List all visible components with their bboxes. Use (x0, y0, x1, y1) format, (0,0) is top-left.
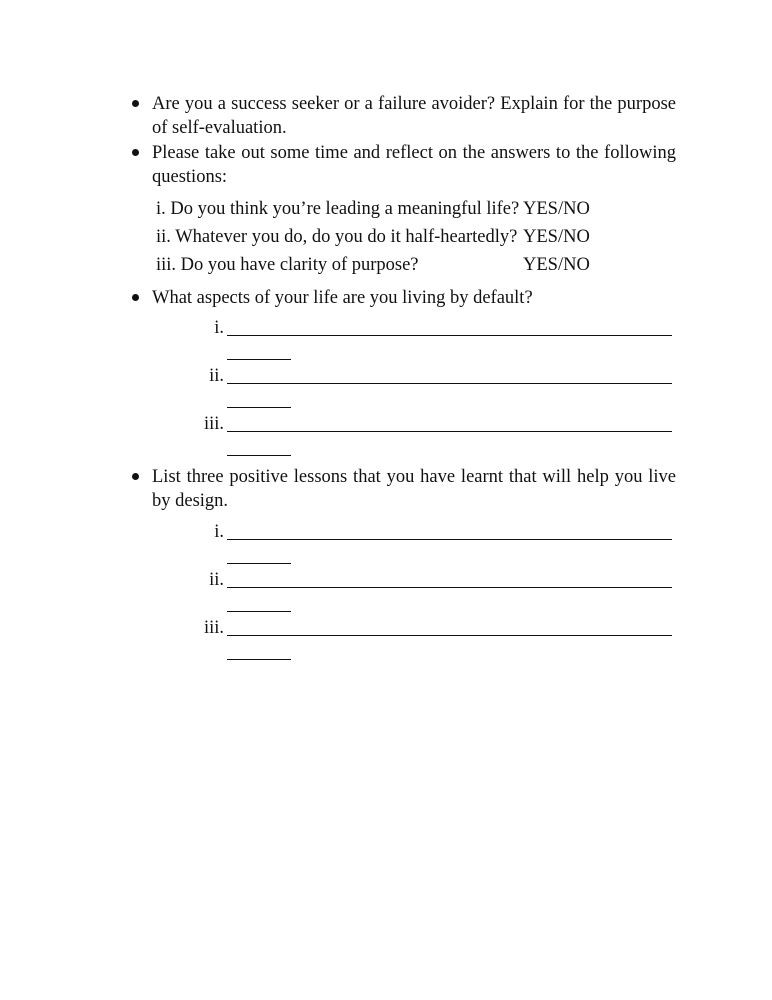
bullet-icon (132, 149, 139, 156)
blank-line (227, 359, 291, 360)
question-text: ii. Whatever you do, do you do it half-heartedly? (156, 227, 518, 247)
bullet-icon (132, 100, 139, 107)
answer-blank[interactable] (150, 568, 680, 618)
bullet-text: Please take out some time and reflect on the answers to the following questions: (152, 143, 676, 187)
bullet-icon (132, 473, 139, 480)
answer-blank[interactable] (150, 364, 680, 414)
question-answer: YES/NO (523, 199, 590, 219)
blank-line (227, 383, 672, 384)
question-item (156, 225, 517, 249)
blank-line (227, 407, 291, 408)
bullet-text: Are you a success seeker or a failure avoider? Explain for the purpose of self-evaluation. (152, 94, 676, 138)
blank-line (227, 659, 291, 660)
blank-line (227, 611, 291, 612)
answer-blank[interactable] (150, 316, 680, 366)
blank-numeral: i. (214, 318, 224, 338)
bullet-text: What aspects of your life are you living by default? (152, 288, 533, 308)
blank-line (227, 635, 672, 636)
answer-blank[interactable] (150, 520, 680, 570)
bullet-text: List three positive lessons that you have learnt that will help you live by design. (152, 467, 676, 511)
blank-numeral: iii. (203, 414, 224, 434)
blank-numeral: ii. (209, 366, 224, 386)
question-answer: YES/NO (523, 227, 590, 247)
question-item (156, 253, 419, 277)
blank-line (227, 455, 291, 456)
blank-line (227, 335, 672, 336)
question-text: i. Do you think you’re leading a meaningful life? (156, 199, 520, 219)
bullet-icon (132, 294, 139, 301)
answer-blank[interactable] (150, 616, 680, 666)
question-answer: YES/NO (523, 255, 590, 275)
blank-line (227, 431, 672, 432)
blank-numeral: iii. (203, 618, 224, 638)
blank-line (227, 587, 672, 588)
question-text: iii. Do you have clarity of purpose? (156, 255, 419, 275)
answer-blank[interactable] (150, 412, 680, 462)
blank-numeral: i. (214, 522, 224, 542)
question-item (156, 197, 519, 221)
blank-line (227, 539, 672, 540)
blank-numeral: ii. (209, 570, 224, 590)
blank-line (227, 563, 291, 564)
